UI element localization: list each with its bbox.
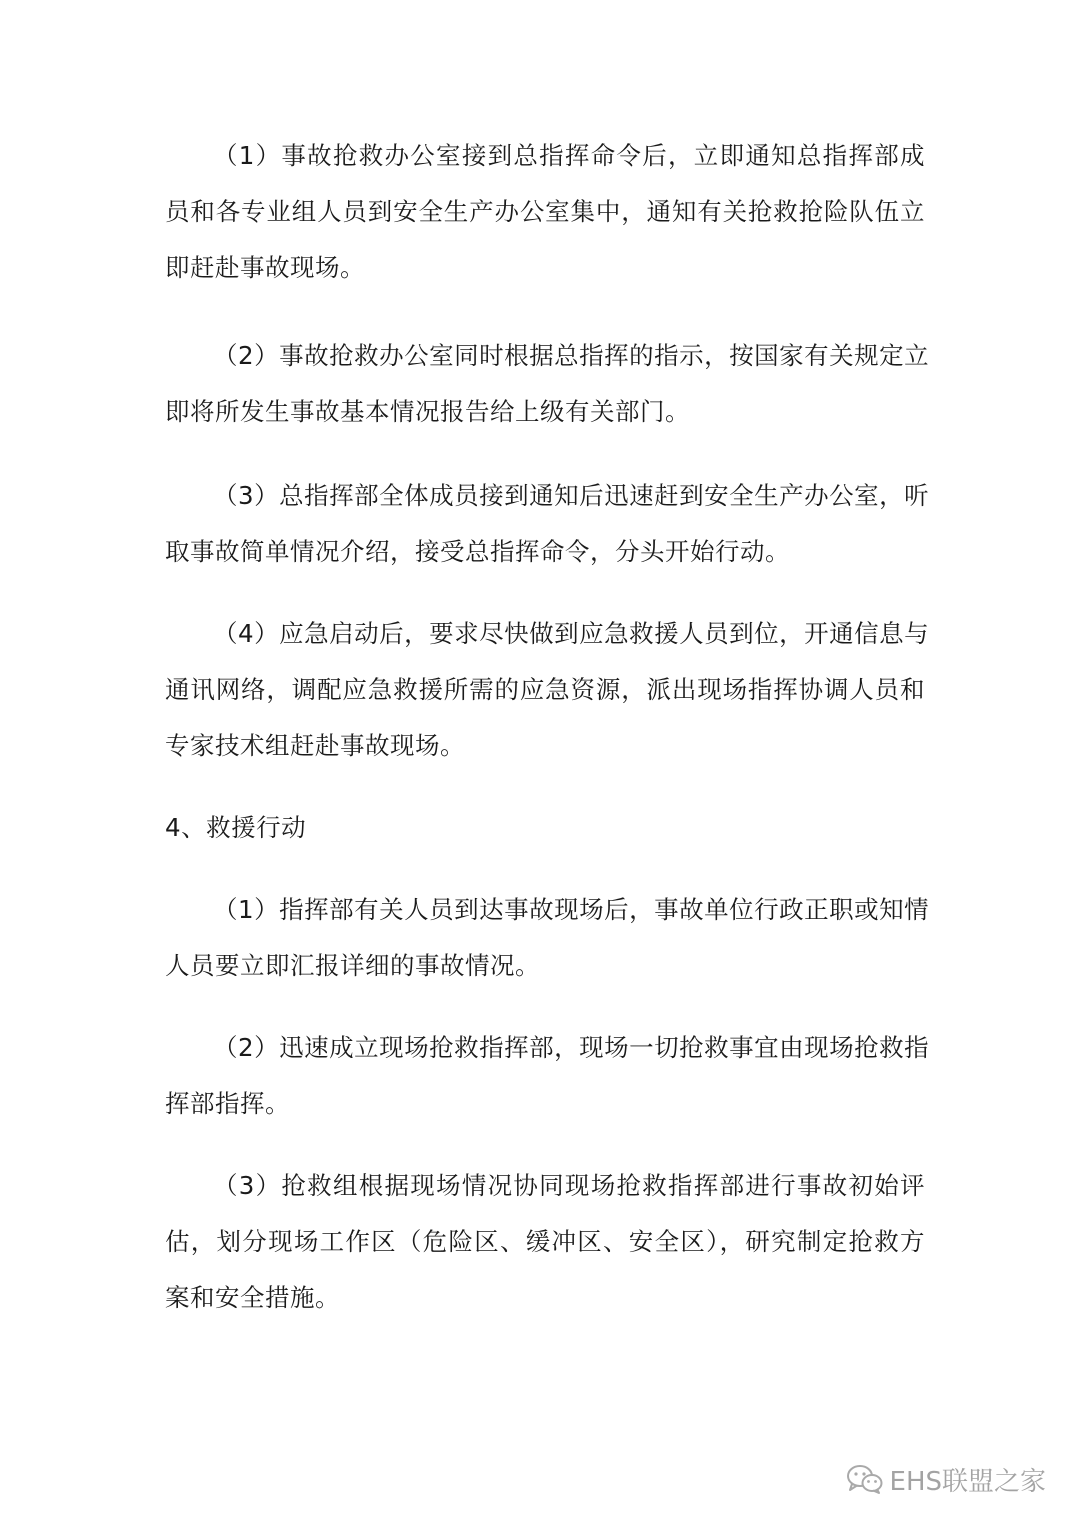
paragraph-line: （3）总指挥部全体成员接到通知后迅速赶到安全生产办公室，听 bbox=[213, 481, 930, 510]
paragraph-line: 专家技术组赶赴事故现场。 bbox=[165, 731, 465, 760]
section-heading: 4、救援行动 bbox=[165, 813, 307, 842]
paragraph-line: （2）事故抢救办公室同时根据总指挥的指示，按国家有关规定立 bbox=[213, 341, 930, 370]
paragraph-line: 人员要立即汇报详细的事故情况。 bbox=[165, 951, 540, 980]
paragraph-2 bbox=[165, 328, 930, 440]
paragraph-line: （1）指挥部有关人员到达事故现场后，事故单位行政正职或知情 bbox=[213, 895, 930, 924]
paragraph-line: （4）应急启动后，要求尽快做到应急救援人员到位，开通信息与 bbox=[213, 619, 930, 648]
paragraph-4 bbox=[165, 606, 930, 774]
paragraph-line: 通讯网络，调配应急救援所需的应急资源，派出现场指挥协调人员和 bbox=[165, 675, 925, 704]
paragraph-line: （1）事故抢救办公室接到总指挥命令后，立即通知总指挥部成 bbox=[213, 141, 925, 170]
paragraph-line: 即将所发生事故基本情况报告给上级有关部门。 bbox=[165, 397, 690, 426]
paragraph-line: 取事故简单情况介绍，接受总指挥命令，分头开始行动。 bbox=[165, 537, 790, 566]
watermark-text: EHS联盟之家 bbox=[889, 1466, 1046, 1497]
paragraph-line: 挥部指挥。 bbox=[165, 1089, 290, 1118]
watermark bbox=[846, 1459, 1046, 1499]
paragraph-3 bbox=[165, 468, 930, 580]
paragraph-line: 员和各专业组人员到安全生产办公室集中，通知有关抢救抢险队伍立 bbox=[165, 197, 925, 226]
section-paragraph-1 bbox=[165, 882, 930, 994]
paragraph-line: （3）抢救组根据现场情况协同现场抢救指挥部进行事故初始评 bbox=[213, 1171, 925, 1200]
paragraph-line: 案和安全措施。 bbox=[165, 1283, 340, 1312]
wechat-icon bbox=[846, 1463, 884, 1495]
section-paragraph-3 bbox=[165, 1158, 925, 1326]
paragraph-line: 即赶赴事故现场。 bbox=[165, 253, 365, 282]
paragraph-1 bbox=[165, 128, 925, 296]
paragraph-line: （2）迅速成立现场抢救指挥部，现场一切抢救事宜由现场抢救指 bbox=[213, 1033, 930, 1062]
paragraph-line: 估，划分现场工作区（危险区、缓冲区、安全区），研究制定抢救方 bbox=[165, 1227, 925, 1256]
section-paragraph-2 bbox=[165, 1020, 930, 1132]
